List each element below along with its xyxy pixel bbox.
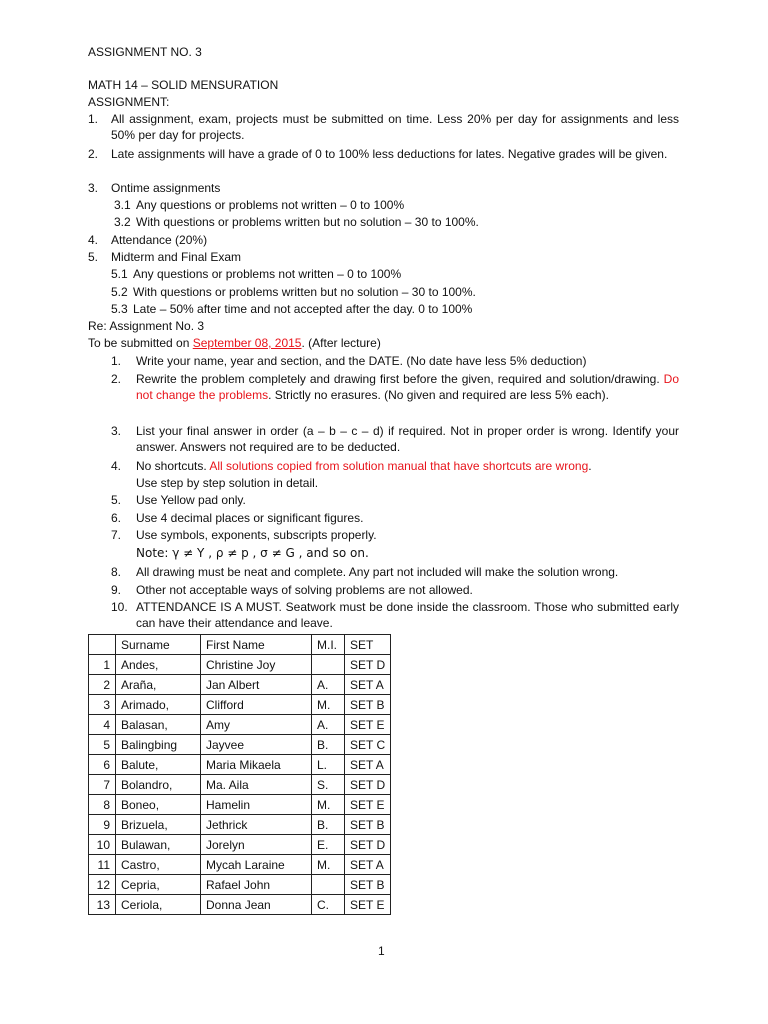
first-name-cell: Jayvee: [201, 735, 312, 755]
header-mi: M.I.: [312, 635, 345, 655]
first-name-cell: Christine Joy: [201, 655, 312, 675]
header-number: [89, 635, 116, 655]
rule-text: Midterm and Final Exam: [111, 250, 242, 264]
instruction-text: Use Yellow pad only.: [136, 493, 246, 507]
first-name-cell: Jan Albert: [201, 675, 312, 695]
mi-cell: A.: [312, 715, 345, 735]
instruction-text: Use 4 decimal places or significant figures.: [136, 511, 364, 525]
set-cell: SET E: [345, 795, 391, 815]
mi-cell: S.: [312, 775, 345, 795]
instruction-text: Other not acceptable ways of solving problems are not allowed.: [136, 583, 473, 597]
instruction-emphasis: All solutions copied from solution manual that have shortcuts are wrong: [209, 459, 589, 473]
set-cell: SET B: [345, 695, 391, 715]
table-row: [89, 815, 391, 835]
header-first-name: First Name: [201, 635, 312, 655]
page-number: 1: [378, 944, 385, 958]
row-number: 4: [89, 715, 116, 735]
first-name-cell: Amy: [201, 715, 312, 735]
mi-cell: M.: [312, 855, 345, 875]
rule-number: 3.2: [114, 215, 131, 229]
instruction-text-part: No shortcuts.: [136, 459, 210, 473]
first-name-cell: Jethrick: [201, 815, 312, 835]
set-cell: SET B: [345, 875, 391, 895]
doc-title: ASSIGNMENT NO. 3: [88, 45, 202, 59]
table-header-row: [89, 635, 391, 655]
table-row: [89, 835, 391, 855]
rule-text: Ontime assignments: [111, 181, 221, 195]
instruction-text: [136, 458, 592, 474]
set-cell: SET A: [345, 675, 391, 695]
rule-text: All assignment, exam, projects must be submitted on time. Less 20% per day for assignments and less 50% per day for projects.: [111, 112, 679, 142]
row-number: 9: [89, 815, 116, 835]
rule-number: 4.: [88, 233, 99, 247]
set-cell: SET A: [345, 755, 391, 775]
rule-number: 5.1: [111, 267, 128, 281]
submit-prefix: To be submitted on: [88, 336, 193, 350]
surname-cell: Brizuela,: [116, 815, 201, 835]
rule-text: Any questions or problems not written – 0 to 100%: [136, 198, 405, 212]
instruction-text: [136, 371, 679, 403]
mi-cell: L.: [312, 755, 345, 775]
surname-cell: Balingbing: [116, 735, 201, 755]
mi-cell: [312, 875, 345, 895]
set-cell: SET E: [345, 715, 391, 735]
rule-text: Late – 50% after time and not accepted after the day. 0 to 100%: [133, 302, 473, 316]
surname-cell: Ceriola,: [116, 895, 201, 915]
instruction-emphasis: Do not change the problems: [136, 372, 679, 402]
table-row: [89, 795, 391, 815]
table-row: [89, 775, 391, 795]
instruction-number: 5.: [111, 493, 122, 507]
instruction-text: All drawing must be neat and complete. Any part not included will make the solution wrong.: [136, 565, 619, 579]
rule-text: With questions or problems written but no solution – 30 to 100%.: [136, 215, 479, 229]
set-cell: SET D: [345, 835, 391, 855]
set-cell: SET C: [345, 735, 391, 755]
surname-cell: Andes,: [116, 655, 201, 675]
first-name-cell: Hamelin: [201, 795, 312, 815]
course-title: MATH 14 – SOLID MENSURATION: [88, 78, 279, 92]
submit-date: September 08, 2015: [192, 336, 302, 350]
surname-cell: Bulawan,: [116, 835, 201, 855]
table-row: [89, 735, 391, 755]
instruction-text: Use symbols, exponents, subscripts properly.: [136, 528, 377, 542]
row-number: 11: [89, 855, 116, 875]
first-name-cell: Ma. Aila: [201, 775, 312, 795]
header-surname: Surname: [116, 635, 201, 655]
rule-number: 3.: [88, 181, 99, 195]
rule-number: 3.1: [114, 198, 131, 212]
rule-number: 2.: [88, 147, 99, 161]
row-number: 13: [89, 895, 116, 915]
instruction-number: 8.: [111, 565, 122, 579]
re-line: Re: Assignment No. 3: [88, 319, 205, 333]
rule-number: 5.2: [111, 285, 128, 299]
row-number: 6: [89, 755, 116, 775]
row-number: 12: [89, 875, 116, 895]
first-name-cell: Jorelyn: [201, 835, 312, 855]
instruction-number: 2.: [111, 372, 122, 386]
submit-suffix: . (After lecture): [301, 336, 381, 350]
first-name-cell: Clifford: [201, 695, 312, 715]
table-row: [89, 655, 391, 675]
instruction-text: Write your name, year and section, and the DATE. (No date have less 5% deduction): [136, 354, 587, 368]
set-cell: SET A: [345, 855, 391, 875]
table-row: [89, 715, 391, 735]
rule-text: Any questions or problems not written – 0 to 100%: [133, 267, 402, 281]
surname-cell: Boneo,: [116, 795, 201, 815]
table-row: [89, 675, 391, 695]
first-name-cell: Rafael John: [201, 875, 312, 895]
table-row: [89, 695, 391, 715]
instruction-text: ATTENDANCE IS A MUST. Seatwork must be done inside the classroom. Those who submitted early can have their attendance and leave.: [136, 600, 679, 630]
row-number: 2: [89, 675, 116, 695]
instruction-text-part: . Strictly no erasures. (No given and required are less 5% each).: [268, 388, 609, 402]
row-number: 3: [89, 695, 116, 715]
mi-cell: A.: [312, 675, 345, 695]
table-row: [89, 875, 391, 895]
rule-number: 5.3: [111, 302, 128, 316]
mi-cell: B.: [312, 815, 345, 835]
instruction-number: 7.: [111, 528, 122, 542]
set-cell: SET D: [345, 655, 391, 675]
surname-cell: Cepria,: [116, 875, 201, 895]
instruction-number: 3.: [111, 424, 122, 438]
section-label: ASSIGNMENT:: [88, 95, 170, 109]
instruction-number: 10.: [111, 600, 128, 614]
submit-line: [88, 335, 381, 351]
surname-cell: Arimado,: [116, 695, 201, 715]
surname-cell: Balasan,: [116, 715, 201, 735]
instruction-number: 9.: [111, 583, 122, 597]
table-row: [89, 855, 391, 875]
rule-number: 1.: [88, 112, 99, 126]
row-number: 10: [89, 835, 116, 855]
row-number: 5: [89, 735, 116, 755]
surname-cell: Araña,: [116, 675, 201, 695]
first-name-cell: Donna Jean: [201, 895, 312, 915]
mi-cell: E.: [312, 835, 345, 855]
set-cell: SET B: [345, 815, 391, 835]
instruction-number: 6.: [111, 511, 122, 525]
instruction-text: Use step by step solution in detail.: [136, 476, 319, 490]
first-name-cell: Mycah Laraine: [201, 855, 312, 875]
set-cell: SET D: [345, 775, 391, 795]
rule-text: With questions or problems written but no solution – 30 to 100%.: [133, 285, 476, 299]
rule-text: Late assignments will have a grade of 0 to 100% less deductions for lates. Negative grades will be given.: [111, 147, 668, 161]
rule-text: Attendance (20%): [111, 233, 208, 247]
set-cell: SET E: [345, 895, 391, 915]
symbol-note: Note: γ ≠ Y , ρ ≠ p , σ ≠ G , and so on.: [136, 546, 369, 560]
mi-cell: [312, 655, 345, 675]
first-name-cell: Maria Mikaela: [201, 755, 312, 775]
rule-number: 5.: [88, 250, 99, 264]
row-number: 7: [89, 775, 116, 795]
table-row: [89, 755, 391, 775]
surname-cell: Castro,: [116, 855, 201, 875]
surname-cell: Balute,: [116, 755, 201, 775]
instruction-text-part: .: [588, 459, 592, 473]
instruction-text-part: Rewrite the problem completely and drawing first before the given, required and solution/drawing.: [136, 372, 664, 386]
header-set: SET: [345, 635, 391, 655]
mi-cell: M.: [312, 695, 345, 715]
student-roster-table: [88, 634, 391, 915]
mi-cell: C.: [312, 895, 345, 915]
mi-cell: B.: [312, 735, 345, 755]
instruction-text: List your final answer in order (a – b – c – d) if required. Not in proper order is wrong. Identify your answer. Answers not required are to be deducted.: [136, 424, 679, 454]
surname-cell: Bolandro,: [116, 775, 201, 795]
row-number: 1: [89, 655, 116, 675]
instruction-number: 1.: [111, 354, 122, 368]
table-row: [89, 895, 391, 915]
row-number: 8: [89, 795, 116, 815]
instruction-number: 4.: [111, 459, 122, 473]
mi-cell: M.: [312, 795, 345, 815]
